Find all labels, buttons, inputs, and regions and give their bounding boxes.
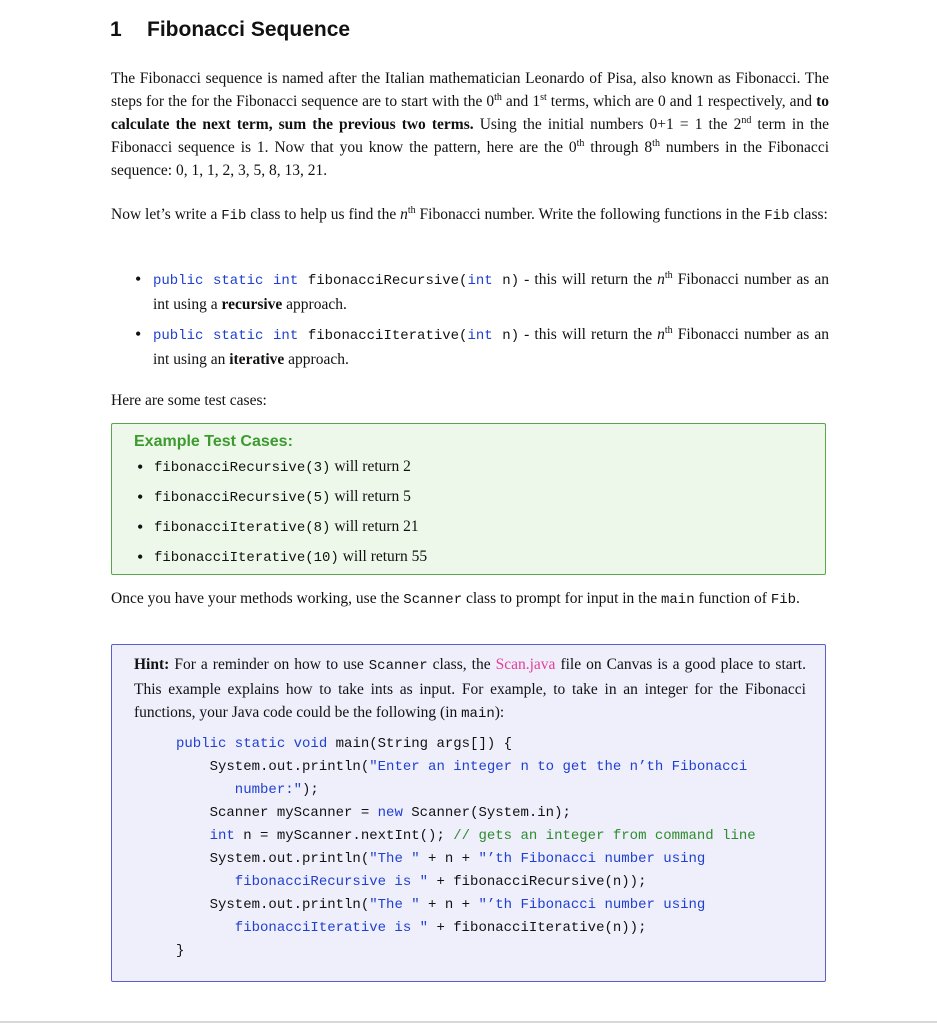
intro-paragraph: The Fibonacci sequence is named after the Italian mathematician Leonardo of Pisa, also known as Fibonacci. The steps for the for the Fibonacci sequence are to start with the 0th and 1st terms, which are 0 and 1 respectively, and to calculate the next term, sum the previous two terms. Using the initial numbers 0+1 = 1 the 2nd term in the Fibonacci sequence is 1. Now that you know the pattern, here are the 0th through 8th numbers in the Fibonacci sequence: 0, 1, 1, 2, 3, 5, 8, 13, 21. bbox=[111, 70, 829, 179]
tests-intro: Here are some test cases: bbox=[111, 392, 267, 409]
example-item: • fibonacciIterative(10) will return 55 bbox=[134, 546, 427, 576]
method-item-iterative: • public static int fibonacciIterative(int n) - this will return the $n^{th}$ Fibonacci number as an int using an iterative approach. bbox=[111, 323, 829, 371]
section-number: 1 bbox=[110, 18, 122, 41]
method-list bbox=[111, 268, 829, 378]
section-heading bbox=[110, 18, 350, 42]
write-class-paragraph: Now let’s write a Fib class to help us find the $n^{th}$ Fibonacci number. Write the following functions in the Fib class: bbox=[111, 204, 828, 224]
section-title: Fibonacci Sequence bbox=[147, 18, 351, 41]
scan-java-link[interactable]: Scan.java bbox=[495, 656, 556, 673]
example-title: Example Test Cases: bbox=[134, 433, 293, 450]
example-list bbox=[134, 456, 427, 576]
example-item: • fibonacciRecursive(5) will return 5 bbox=[134, 486, 427, 516]
hint-box bbox=[111, 644, 826, 982]
example-test-cases-box bbox=[111, 423, 826, 575]
hint-text: Hint: For a reminder on how to use Scanner class, the Scan.java file on Canvas is a good place to start. This example explains how to take ints as input. For example, to take in an integer for the Fibonacci functions, your Java code could be the following (in main): bbox=[134, 656, 806, 722]
scanner-paragraph: Once you have your methods working, use the Scanner class to prompt for input in the main function of Fib. bbox=[111, 590, 800, 608]
example-item: • fibonacciIterative(8) will return 21 bbox=[134, 516, 427, 546]
code-block: public static void main(String args[]) { System.out.println("Enter an integer n to get the n’th Fibonacci number:"); Scanner myScanner = new Scanner(System.in); int n = myScanner.nextInt(); // gets an integer from command line System.out.println("The " + n + "’th Fibonacci number using fibonacciRecursive is " + fibonacciRecursive(n)); System.out.println("The " + n + "’th Fibonacci number using fibonacciIterative is " + fibonacciIterative(n)); } bbox=[176, 736, 756, 959]
page-bottom-divider bbox=[0, 1021, 937, 1023]
hint-label: Hint: bbox=[134, 656, 170, 673]
example-item: • fibonacciRecursive(3) will return 2 bbox=[134, 456, 427, 486]
method-item-recursive: • public static int fibonacciRecursive(int n) - this will return the $n^{th}$ Fibonacci number as an int using a recursive approach. bbox=[111, 268, 829, 316]
key-rule-text: to calculate the next term, sum the previous two terms. bbox=[111, 93, 829, 133]
